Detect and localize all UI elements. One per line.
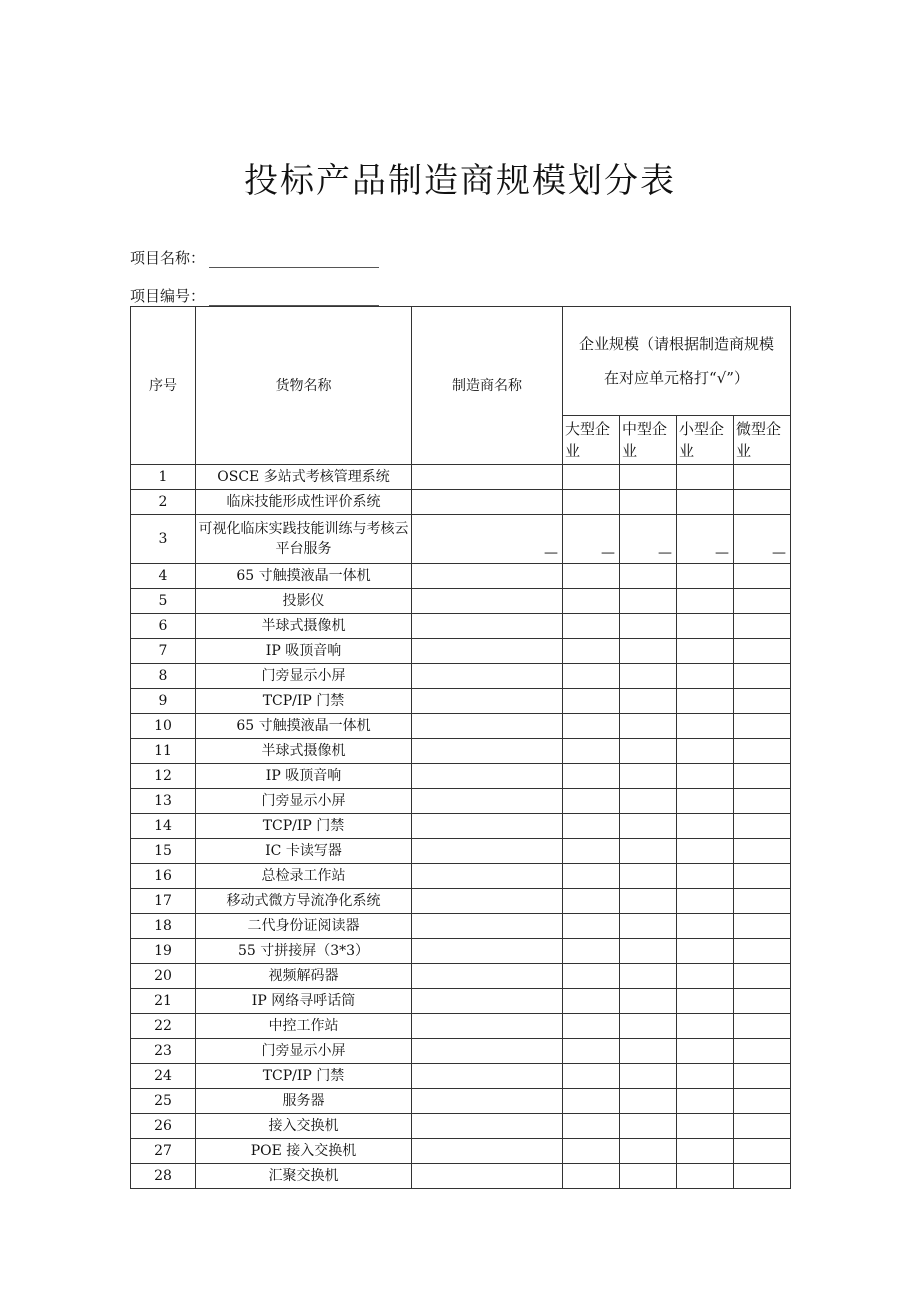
maker-cell[interactable] [412,739,563,764]
row-number: 24 [131,1064,196,1089]
row-number: 8 [131,664,196,689]
micro-cell[interactable] [734,639,791,664]
large-cell[interactable] [563,1089,620,1114]
row-number: 14 [131,814,196,839]
micro-cell[interactable] [734,789,791,814]
dash-mark: — [601,545,615,561]
project-name-label: 项目名称： [130,249,206,267]
maker-cell[interactable] [412,614,563,639]
large-cell[interactable] [563,939,620,964]
medium-cell[interactable] [620,764,677,789]
goods-name: 中控工作站 [196,1014,412,1039]
micro-cell[interactable] [734,1114,791,1139]
micro-cell[interactable] [734,564,791,589]
maker-cell[interactable] [412,964,563,989]
medium-cell[interactable] [620,889,677,914]
header-medium: 中型企业 [620,416,677,465]
row-number: 18 [131,914,196,939]
medium-cell[interactable] [620,1139,677,1164]
large-cell[interactable] [563,1064,620,1089]
small-cell[interactable] [677,1089,734,1114]
micro-cell[interactable] [734,739,791,764]
micro-cell[interactable] [734,864,791,889]
maker-cell[interactable] [412,714,563,739]
goods-name: 接入交换机 [196,1114,412,1139]
small-cell[interactable] [677,1039,734,1064]
table-row [131,639,791,664]
large-cell[interactable] [563,664,620,689]
row-number: 16 [131,864,196,889]
maker-cell[interactable] [412,564,563,589]
goods-name: 55 寸拼接屏（3*3） [196,939,412,964]
medium-cell[interactable] [620,989,677,1014]
medium-cell[interactable] [620,714,677,739]
table-row [131,564,791,589]
medium-cell[interactable] [620,1064,677,1089]
large-cell[interactable] [563,1039,620,1064]
large-cell[interactable] [563,814,620,839]
medium-cell[interactable] [620,515,677,564]
header-small: 小型企业 [677,416,734,465]
project-name-field [130,247,379,268]
header-goods: 货物名称 [196,307,412,465]
small-cell[interactable] [677,465,734,490]
table-row [131,1014,791,1039]
medium-cell[interactable] [620,1014,677,1039]
medium-cell[interactable] [620,564,677,589]
table-row [131,764,791,789]
table-row [131,964,791,989]
dash-mark: — [658,545,672,561]
micro-cell[interactable] [734,1039,791,1064]
row-number: 17 [131,889,196,914]
medium-cell[interactable] [620,614,677,639]
medium-cell[interactable] [620,490,677,515]
large-cell[interactable] [563,714,620,739]
goods-name: OSCE 多站式考核管理系统 [196,465,412,490]
dash-mark: — [772,545,787,561]
large-cell[interactable] [563,515,620,564]
goods-name: 总检录工作站 [196,864,412,889]
maker-cell[interactable] [412,1164,563,1189]
table-row [131,989,791,1014]
row-number: 28 [131,1164,196,1189]
micro-cell[interactable] [734,989,791,1014]
goods-name: IP 网络寻呼话筒 [196,989,412,1014]
large-cell[interactable] [563,614,620,639]
table-row [131,1114,791,1139]
small-cell[interactable] [677,490,734,515]
micro-cell[interactable] [734,664,791,689]
header-scale-line2: 在对应单元格打“√”） [604,369,749,387]
goods-name: IP 吸顶音响 [196,764,412,789]
small-cell[interactable] [677,515,734,564]
table-row [131,889,791,914]
large-cell[interactable] [563,1114,620,1139]
row-number: 22 [131,1014,196,1039]
small-cell[interactable] [677,739,734,764]
table-row [131,1064,791,1089]
row-number: 11 [131,739,196,764]
goods-name: 视频解码器 [196,964,412,989]
table-row [131,789,791,814]
small-cell[interactable] [677,689,734,714]
large-cell[interactable] [563,1139,620,1164]
large-cell[interactable] [563,964,620,989]
small-cell[interactable] [677,939,734,964]
goods-name: 门旁显示小屏 [196,789,412,814]
maker-cell[interactable] [412,814,563,839]
small-cell[interactable] [677,564,734,589]
table-row [131,1164,791,1189]
small-cell[interactable] [677,864,734,889]
maker-cell[interactable] [412,589,563,614]
project-no-field [130,285,379,306]
micro-cell[interactable] [734,465,791,490]
page-title: 投标产品制造商规模划分表 [244,161,676,201]
header-micro: 微型企业 [734,416,791,465]
goods-name: 服务器 [196,1089,412,1114]
goods-name: 65 寸触摸液晶一体机 [196,564,412,589]
micro-cell[interactable] [734,515,791,564]
table-row [131,1039,791,1064]
table-row [131,614,791,639]
table-row [131,739,791,764]
maker-cell[interactable] [412,839,563,864]
dash-mark: — [715,545,729,561]
maker-cell[interactable] [412,515,563,564]
header-scale-line1: 企业规模（请根据制造商规模 [579,335,775,353]
row-number: 27 [131,1139,196,1164]
row-number: 3 [131,515,196,564]
micro-cell[interactable] [734,939,791,964]
medium-cell[interactable] [620,589,677,614]
table-row [131,839,791,864]
maker-cell[interactable] [412,689,563,714]
micro-cell[interactable] [734,914,791,939]
goods-name: 半球式摄像机 [196,739,412,764]
large-cell[interactable] [563,564,620,589]
goods-name: 投影仪 [196,589,412,614]
medium-cell[interactable] [620,465,677,490]
large-cell[interactable] [563,739,620,764]
table-row [131,664,791,689]
table-row [131,490,791,515]
row-number: 2 [131,490,196,515]
goods-name: TCP/IP 门禁 [196,689,412,714]
large-cell[interactable] [563,864,620,889]
goods-name: 门旁显示小屏 [196,1039,412,1064]
project-no-blank[interactable] [209,291,379,306]
header-seq: 序号 [131,307,196,465]
header-maker: 制造商名称 [412,307,563,465]
medium-cell[interactable] [620,839,677,864]
small-cell[interactable] [677,889,734,914]
medium-cell[interactable] [620,939,677,964]
maker-cell[interactable] [412,1039,563,1064]
row-number: 1 [131,465,196,490]
table-row [131,1089,791,1114]
table-row [131,814,791,839]
maker-cell[interactable] [412,1139,563,1164]
project-name-blank[interactable] [209,253,379,268]
goods-name: 门旁显示小屏 [196,664,412,689]
row-number: 5 [131,589,196,614]
row-number: 20 [131,964,196,989]
large-cell[interactable] [563,589,620,614]
maker-cell[interactable] [412,989,563,1014]
small-cell[interactable] [677,764,734,789]
large-cell[interactable] [563,490,620,515]
maker-cell[interactable] [412,939,563,964]
medium-cell[interactable] [620,864,677,889]
header-scale [563,307,791,416]
micro-cell[interactable] [734,1089,791,1114]
goods-name: 65 寸触摸液晶一体机 [196,714,412,739]
maker-cell[interactable] [412,639,563,664]
large-cell[interactable] [563,465,620,490]
large-cell[interactable] [563,889,620,914]
row-number: 10 [131,714,196,739]
small-cell[interactable] [677,1014,734,1039]
small-cell[interactable] [677,914,734,939]
goods-name: POE 接入交换机 [196,1139,412,1164]
row-number: 25 [131,1089,196,1114]
goods-name: IC 卡读写器 [196,839,412,864]
small-cell[interactable] [677,1064,734,1089]
medium-cell[interactable] [620,964,677,989]
medium-cell[interactable] [620,1114,677,1139]
row-number: 23 [131,1039,196,1064]
row-number: 7 [131,639,196,664]
micro-cell[interactable] [734,839,791,864]
small-cell[interactable] [677,614,734,639]
micro-cell[interactable] [734,1014,791,1039]
goods-name: 半球式摄像机 [196,614,412,639]
row-number: 4 [131,564,196,589]
small-cell[interactable] [677,789,734,814]
small-cell[interactable] [677,814,734,839]
micro-cell[interactable] [734,1139,791,1164]
micro-cell[interactable] [734,714,791,739]
micro-cell[interactable] [734,889,791,914]
small-cell[interactable] [677,1164,734,1189]
medium-cell[interactable] [620,1039,677,1064]
large-cell[interactable] [563,914,620,939]
row-number: 12 [131,764,196,789]
large-cell[interactable] [563,764,620,789]
row-number: 15 [131,839,196,864]
micro-cell[interactable] [734,689,791,714]
row-number: 21 [131,989,196,1014]
large-cell[interactable] [563,989,620,1014]
maker-cell[interactable] [412,764,563,789]
small-cell[interactable] [677,589,734,614]
table-row [131,914,791,939]
goods-name: 汇聚交换机 [196,1164,412,1189]
medium-cell[interactable] [620,739,677,764]
table-row [131,689,791,714]
row-number: 6 [131,614,196,639]
small-cell[interactable] [677,989,734,1014]
micro-cell[interactable] [734,764,791,789]
table-row [131,939,791,964]
micro-cell[interactable] [734,614,791,639]
micro-cell[interactable] [734,1064,791,1089]
goods-name: 临床技能形成性评价系统 [196,490,412,515]
maker-cell[interactable] [412,889,563,914]
table-row [131,714,791,739]
table-row [131,515,791,564]
small-cell[interactable] [677,639,734,664]
header-large: 大型企业 [563,416,620,465]
small-cell[interactable] [677,664,734,689]
row-number: 13 [131,789,196,814]
goods-name: 移动式微方导流净化系统 [196,889,412,914]
large-cell[interactable] [563,1014,620,1039]
table-row [131,1139,791,1164]
maker-cell[interactable] [412,1114,563,1139]
large-cell[interactable] [563,789,620,814]
goods-name: TCP/IP 门禁 [196,814,412,839]
medium-cell[interactable] [620,1164,677,1189]
micro-cell[interactable] [734,589,791,614]
goods-name: 可视化临床实践技能训练与考核云平台服务 [196,515,412,564]
micro-cell[interactable] [734,490,791,515]
maker-cell[interactable] [412,1014,563,1039]
row-number: 9 [131,689,196,714]
table-row [131,864,791,889]
table-row [131,465,791,490]
micro-cell[interactable] [734,964,791,989]
project-no-label: 项目编号： [130,287,206,305]
large-cell[interactable] [563,689,620,714]
dash-mark: — [544,545,558,561]
maker-cell[interactable] [412,914,563,939]
small-cell[interactable] [677,1114,734,1139]
maker-cell[interactable] [412,864,563,889]
row-number: 26 [131,1114,196,1139]
table-row [131,589,791,614]
goods-name: 二代身份证阅读器 [196,914,412,939]
scale-table [130,306,791,1189]
maker-cell[interactable] [412,1089,563,1114]
small-cell[interactable] [677,1139,734,1164]
maker-cell[interactable] [412,490,563,515]
small-cell[interactable] [677,964,734,989]
large-cell[interactable] [563,1164,620,1189]
row-number: 19 [131,939,196,964]
large-cell[interactable] [563,639,620,664]
medium-cell[interactable] [620,689,677,714]
medium-cell[interactable] [620,639,677,664]
maker-cell[interactable] [412,1064,563,1089]
micro-cell[interactable] [734,1164,791,1189]
small-cell[interactable] [677,714,734,739]
medium-cell[interactable] [620,1089,677,1114]
small-cell[interactable] [677,839,734,864]
maker-cell[interactable] [412,465,563,490]
large-cell[interactable] [563,839,620,864]
maker-cell[interactable] [412,789,563,814]
medium-cell[interactable] [620,814,677,839]
goods-name: IP 吸顶音响 [196,639,412,664]
medium-cell[interactable] [620,914,677,939]
micro-cell[interactable] [734,814,791,839]
medium-cell[interactable] [620,789,677,814]
maker-cell[interactable] [412,664,563,689]
goods-name: TCP/IP 门禁 [196,1064,412,1089]
medium-cell[interactable] [620,664,677,689]
